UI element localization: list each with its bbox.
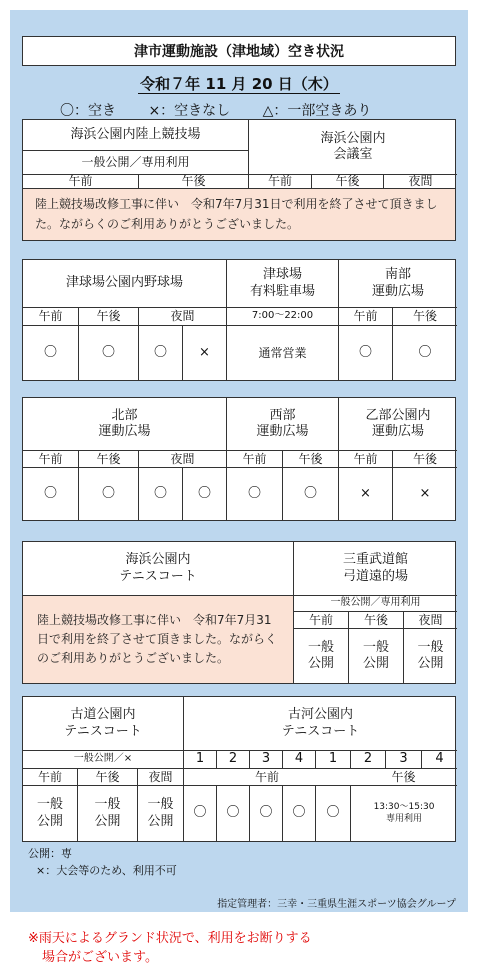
status-line: 一般	[36, 797, 63, 813]
legend	[60, 100, 371, 120]
facility-name	[23, 542, 293, 595]
status-cell: 〇	[282, 785, 315, 841]
period-label: 午後	[392, 307, 457, 325]
facility-name-line: テニスコート	[64, 723, 142, 739]
status-line: 一般	[362, 639, 389, 655]
footnote-line: ×：大会等のため、利用不可	[36, 864, 177, 877]
period-label: 午前	[338, 450, 392, 467]
usage-type: 一般公開／専用利用	[293, 595, 457, 611]
section-sports-grounds	[22, 397, 456, 521]
status-line: 一般	[94, 797, 121, 813]
rain-warning	[28, 930, 312, 968]
status-cell: ×	[392, 467, 457, 520]
status-cell: ×	[338, 467, 392, 520]
status-cell	[137, 785, 183, 841]
facility-name-line: テニスコート	[281, 723, 360, 739]
status-cell: 〇	[78, 467, 138, 520]
status-line: 公開	[417, 656, 444, 671]
facility-name-line: 古河公園内	[287, 707, 353, 723]
facility-name-line: 海浜公園内	[125, 552, 191, 568]
status-cell: 通常営業	[226, 325, 338, 380]
facility-name: 津球場公園内野球場	[65, 275, 183, 291]
period-label: 夜間	[403, 611, 457, 628]
status-cell: 〇	[138, 325, 182, 380]
status-cell: 〇	[216, 785, 249, 841]
facility-name	[248, 120, 457, 174]
warning-line: ※雨天によるグランド状況で、利用をお断りする	[28, 931, 312, 946]
court-number: 3	[249, 750, 282, 768]
facility-name: 海浜公園内陸上競技場	[70, 126, 201, 142]
period-label: 午後	[392, 450, 457, 467]
facility-name-line: 古道公園内	[70, 707, 136, 723]
section-tennis-courts	[22, 696, 456, 842]
facility-name	[183, 697, 457, 750]
period-label: 午後	[348, 611, 403, 628]
status-line: 一般	[147, 797, 174, 813]
period-label: 午前	[183, 768, 350, 785]
status-line: 一般	[307, 639, 334, 655]
legend-available: 〇：空き	[60, 103, 116, 119]
period-label: 夜間	[383, 174, 457, 188]
status-cell	[403, 628, 457, 683]
period-label: 午後	[78, 307, 138, 325]
period-label: 夜間	[138, 307, 226, 325]
facility-name	[338, 398, 457, 450]
facility-name	[226, 398, 338, 450]
status-cell: 〇	[23, 467, 78, 520]
facility-name-line: 会議室	[333, 147, 373, 162]
closure-notice: 陸上競技場改修工事に伴い 令和7年7月31日で利用を終了させて頂きました。ながらくのご利用ありがとうございました。	[23, 595, 293, 683]
status-cell: 〇	[226, 467, 282, 520]
facility-name-line: 運動広場	[98, 424, 151, 439]
facility-name-line: 津球場	[262, 267, 302, 283]
status-line: 公開	[94, 813, 121, 829]
status-cell	[348, 628, 403, 683]
period-label: 午前	[338, 307, 392, 325]
status-cell	[350, 785, 457, 841]
status-cell: ×	[182, 325, 226, 380]
court-number: 4	[282, 750, 315, 768]
period-label: 午前	[248, 174, 311, 188]
period-label: 午後	[350, 768, 457, 785]
period-label: 夜間	[138, 450, 226, 467]
period-label: 午前	[23, 768, 77, 785]
usage-type: 一般公開／専用利用	[23, 150, 248, 174]
status-cell	[23, 785, 77, 841]
period-label: 午前	[226, 450, 282, 467]
status-line: 公開	[307, 656, 334, 671]
warning-line: 場合がございます。	[42, 949, 158, 965]
court-number: 2	[350, 750, 385, 768]
status-cell	[77, 785, 137, 841]
facility-name-line: テニスコート	[119, 568, 197, 584]
facility-name	[338, 260, 457, 307]
facility-name	[23, 697, 183, 750]
hours-label: 7:00～22:00	[226, 307, 338, 325]
status-cell: 〇	[23, 325, 78, 380]
status-line: 公開	[147, 813, 174, 829]
facility-name	[226, 260, 338, 307]
closure-notice: 陸上競技場改修工事に伴い 令和7年7月31日で利用を終了させて頂きました。ながらくのご利用ありがとうございました。	[23, 188, 455, 240]
legend-partial: △：一部空きあり	[262, 103, 372, 119]
status-line: 一般	[417, 639, 444, 655]
status-cell: 〇	[78, 325, 138, 380]
status-cell: 〇	[138, 467, 182, 520]
court-number: 1	[315, 750, 350, 768]
facility-name-line: 乙部公園内	[365, 407, 431, 423]
status-cell: 〇	[249, 785, 282, 841]
facility-name-line: 北部	[111, 407, 138, 423]
status-line: 公開	[362, 656, 389, 671]
date-text: 令和７年 11 月 20 日（木）	[140, 75, 338, 93]
status-cell: 〇	[315, 785, 350, 841]
status-cell: 〇	[183, 785, 216, 841]
court-number: 3	[385, 750, 421, 768]
manager-credit: 指定管理者：三幸・三重県生涯スポーツ協会グループ	[217, 899, 456, 910]
period-label: 午前	[23, 174, 138, 188]
court-number: 4	[421, 750, 457, 768]
facility-name-line: 弓道遠的場	[342, 568, 408, 584]
facility-name-line: 有料駐車場	[249, 283, 315, 299]
facility-name-line: 南部	[384, 267, 411, 283]
facility-name-line: 三重武道館	[342, 552, 408, 568]
facility-name	[23, 398, 226, 450]
facility-name-line: 運動広場	[256, 424, 309, 439]
status-cell: 〇	[338, 325, 392, 380]
period-label: 午後	[282, 450, 338, 467]
status-cell: 〇	[392, 325, 457, 380]
period-label: 午前	[293, 611, 348, 628]
status-line: 公開	[36, 813, 63, 829]
footnote-line: 公開：専	[28, 847, 72, 860]
facility-name	[293, 542, 457, 595]
period-label: 夜間	[137, 768, 183, 785]
status-cell: 〇	[182, 467, 226, 520]
period-label: 午後	[77, 768, 137, 785]
status-cell	[293, 628, 348, 683]
facility-name-line: 運動広場	[371, 424, 424, 439]
facility-name-line: 西部	[269, 407, 296, 423]
section-kaihin-athletics	[22, 119, 456, 241]
court-number: 1	[183, 750, 216, 768]
legend-full: ×：空きなし	[148, 103, 231, 119]
period-label: 午前	[23, 450, 78, 467]
status-line: 13:30～15:30	[373, 801, 435, 812]
section-tennis-archery	[22, 541, 456, 684]
date-heading	[0, 73, 478, 94]
period-label: 午後	[138, 174, 248, 188]
status-cell: 〇	[282, 467, 338, 520]
usage-type: 一般公開／×	[23, 750, 183, 768]
section-baseball	[22, 259, 456, 381]
period-label: 午後	[78, 450, 138, 467]
status-line: 専用利用	[385, 813, 422, 824]
page-title: 津市運動施設（津地域）空き状況	[22, 36, 456, 66]
period-label: 午後	[311, 174, 383, 188]
facility-name-line: 運動広場	[371, 283, 424, 299]
facility-name-line: 海浜公園内	[320, 130, 386, 146]
court-number: 2	[216, 750, 249, 768]
period-label: 午前	[23, 307, 78, 325]
